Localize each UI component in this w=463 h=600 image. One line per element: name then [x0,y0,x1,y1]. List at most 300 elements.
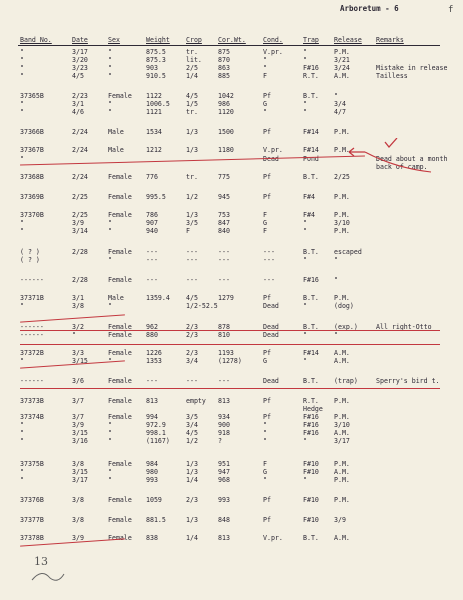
cell-sex: Female [108,397,132,405]
cell-sex: " [108,227,112,235]
cell-cond: Pf [263,413,271,421]
col-trap: Trap [303,36,319,44]
cell-corwt: 951 [218,460,230,468]
cell-trap: B.T. [303,92,319,100]
cell-release: 4/7 [334,108,346,116]
cell-weight: 972.9 [146,421,166,429]
cell-trap: B.T. [303,377,319,385]
cell-release: (trap) [334,377,358,385]
cell-cond: Pf [263,349,271,357]
cell-release: escaped [334,248,362,256]
cell-trap: " [303,256,307,264]
cell-cond: Dead [263,302,279,310]
cell-weight: 786 [146,211,158,219]
cell-weight: --- [146,256,158,264]
cell-weight: 1121 [146,108,162,116]
cell-corwt: 863 [218,64,230,72]
cell-sex: Male [108,128,124,136]
cell-date: 4/6 [72,108,84,116]
red-strike-line [20,314,125,322]
cell-weight: 910.5 [146,72,166,80]
cell-release: P.M. [334,48,350,56]
cell-date: 3/8 [72,516,84,524]
cell-trap: F#10 [303,516,319,524]
cell-weight: 1212 [146,146,162,154]
cell-corwt: 1500 [218,128,234,136]
cell-trap: Pond [303,155,319,163]
cell-cond: --- [263,276,275,284]
cell-date: 2/23 [72,92,88,100]
cell-cond: F [263,227,267,235]
cell-weight: --- [146,248,158,256]
cell-release: A.M. [334,534,350,542]
cell-release: P.M. [334,294,350,302]
cell-weight: 1059 [146,496,162,504]
cell-cond: --- [263,248,275,256]
cell-weight: 1353 [146,357,162,365]
cell-band: ------ [20,323,44,331]
cell-crop: 1/4 [186,534,198,542]
cell-trap: " [303,227,307,235]
cell-release: A.M. [334,349,350,357]
cell-band: ------ [20,377,44,385]
page-mark: f [448,5,454,15]
cell-corwt: 934 [218,413,230,421]
cell-band: 37366B [20,128,44,136]
cell-band: 37367B [20,146,44,154]
cell-cond: F [263,211,267,219]
cell-corwt: 1120 [218,108,234,116]
cell-band: " [20,302,24,310]
cell-crop: 3/5 [186,219,198,227]
cell-trap: " [303,108,307,116]
cell-release: 3/21 [334,56,350,64]
cell-cond: " [263,429,267,437]
cell-weight: 880 [146,331,158,339]
cell-date: 3/23 [72,64,88,72]
cell-band: " [20,357,24,365]
cell-sex: " [108,100,112,108]
cell-band: " [20,476,24,484]
cell-cond: " [263,476,267,484]
cell-release: P.M. [334,496,350,504]
cell-date: 2/24 [72,173,88,181]
cell-cond: Dead [263,331,279,339]
cell-sex: " [108,476,112,484]
cell-sex: " [108,56,112,64]
cell-crop: 3/4 [186,421,198,429]
cell-release: 3/10 [334,219,350,227]
cell-weight: (1167) [146,437,170,445]
cell-cond: " [263,56,267,64]
cell-weight: 881.5 [146,516,166,524]
cell-corwt: 945 [218,193,230,201]
cell-corwt: 1042 [218,92,234,100]
cell-trap: " [303,331,307,339]
cell-trap: F#16 [303,64,319,72]
cell-weight: 940 [146,227,158,235]
cell-band: " [20,219,24,227]
cell-trap: F#10 [303,460,319,468]
cell-trap: B.T. [303,294,319,302]
cell-trap: F#14 [303,128,319,136]
cell-band: " [20,48,24,56]
header-rule [18,45,440,46]
cell-release: (exp.) [334,323,358,331]
cell-date: 3/17 [72,48,88,56]
cell-sex: Female [108,92,132,100]
cell-corwt: (1278) [218,357,242,365]
cell-remarks: Tailless [376,72,408,80]
cell-trap: F#10 [303,468,319,476]
cell-band: " [20,100,24,108]
cell-band: 37375B [20,460,44,468]
cell-sex: Male [108,294,124,302]
cell-cond: G [263,219,267,227]
col-date: Date [72,36,88,44]
cell-band: " [20,468,24,476]
cell-crop: tr. [186,173,198,181]
cell-date: 2/25 [72,211,88,219]
cell-trap: F#4 [303,193,315,201]
cell-date: " [72,331,76,339]
cell-release: P.M. [334,397,350,405]
cell-remarks: Sperry's bird t. [376,377,440,385]
col-sex: Sex [108,36,120,44]
cell-corwt: 848 [218,516,230,524]
cell-date: 2/28 [72,248,88,256]
cell-trap: F#4 [303,211,315,219]
cell-cond: V.pr. [263,48,283,56]
col-weight: Weight [146,36,170,44]
cell-weight: 995.5 [146,193,166,201]
cell-weight: 1226 [146,349,162,357]
cell-sex: Female [108,173,132,181]
cell-release: 3/17 [334,437,350,445]
cell-cond: Pf [263,516,271,524]
cell-band: 37374B [20,413,44,421]
cell-cond: Pf [263,397,271,405]
cell-corwt: 993 [218,496,230,504]
red-arrow-annotation [345,138,435,178]
cell-date: 3/15 [72,429,88,437]
col-cond: Cond. [263,36,283,44]
cell-release: P.M. [334,227,350,235]
cell-release: " [334,331,338,339]
cell-cond: F [263,460,267,468]
cell-date: 3/8 [72,460,84,468]
cell-corwt: 875 [218,48,230,56]
cell-sex: " [108,48,112,56]
cell-date: 3/17 [72,476,88,484]
cell-release: P.M. [334,460,350,468]
cell-band: 37365B [20,92,44,100]
cell-weight: 1006.5 [146,100,170,108]
cell-release: A.M. [334,429,350,437]
cell-trap: " [303,56,307,64]
cell-release: P.M. [334,128,350,136]
cell-release: 2/25 [334,173,350,181]
cell-release: " [334,276,338,284]
cell-remarks: Mistake in release [376,64,448,72]
cell-crop: F [186,227,190,235]
cell-crop: 4/5 [186,429,198,437]
cell-sex: Male [108,146,124,154]
cell-sex: Female [108,323,132,331]
cell-trap: R.T. [303,72,319,80]
cell-cond: G [263,468,267,476]
cell-weight: 875.5 [146,48,166,56]
cell-weight: 813 [146,397,158,405]
cell-sex: Female [108,248,132,256]
cell-release: 3/10 [334,421,350,429]
cell-date: 3/1 [72,294,84,302]
cell-band: " [20,429,24,437]
cell-trap: Hedge [303,405,323,413]
cell-corwt: 878 [218,323,230,331]
cell-sex: Female [108,496,132,504]
cell-crop: 1/4 [186,476,198,484]
cell-corwt: 775 [218,173,230,181]
cell-sex: Female [108,193,132,201]
cell-date: 3/14 [72,227,88,235]
cell-cond: G [263,100,267,108]
cell-corwt: 813 [218,397,230,405]
cell-weight: 875.3 [146,56,166,64]
cell-release: " [334,92,338,100]
cell-trap: B.T. [303,173,319,181]
cell-release: A.M. [334,357,350,365]
cell-weight: 993 [146,476,158,484]
cell-date: 3/9 [72,421,84,429]
cell-date: 3/9 [72,534,84,542]
cell-sex: " [108,468,112,476]
cell-cond: Pf [263,294,271,302]
cell-crop: 1/3 [186,468,198,476]
cell-release: 3/4 [334,100,346,108]
cell-trap: F#10 [303,496,319,504]
cell-crop: empty [186,397,206,405]
cell-cond: Pf [263,92,271,100]
cell-band: " [20,227,24,235]
cell-trap: F#14 [303,349,319,357]
cell-band: " [20,437,24,445]
cell-band: 37370B [20,211,44,219]
cell-trap: " [303,357,307,365]
cell-cond: Dead [263,377,279,385]
cell-crop: --- [186,248,198,256]
cell-weight: 1122 [146,92,162,100]
cell-date: 2/24 [72,146,88,154]
cell-date: 3/7 [72,397,84,405]
cell-date: 4/5 [72,72,84,80]
cell-trap: F#16 [303,429,319,437]
cell-release: A.M. [334,468,350,476]
cell-sex: " [108,421,112,429]
cell-band: ------ [20,276,44,284]
cell-band: 37371B [20,294,44,302]
cell-cond: F [263,72,267,80]
cell-sex: Female [108,460,132,468]
cell-crop: --- [186,256,198,264]
pencil-scribble [28,566,68,586]
cell-sex: " [108,72,112,80]
cell-crop: tr. [186,48,198,56]
cell-corwt: 900 [218,421,230,429]
cell-corwt: 1180 [218,146,234,154]
cell-date: 2/24 [72,128,88,136]
cell-weight: 838 [146,534,158,542]
cell-corwt: --- [218,377,230,385]
cell-trap: " [303,437,307,445]
cell-release: P.M. [334,146,350,154]
cell-sex: Female [108,349,132,357]
cell-band: ( ? ) [20,256,40,264]
cell-corwt: 870 [218,56,230,64]
cell-cond: " [263,437,267,445]
cell-band: ( ? ) [20,248,40,256]
cell-crop: lit. [186,56,202,64]
cell-band: ------ [20,331,44,339]
cell-trap: B.T. [303,323,319,331]
cell-sex: " [108,108,112,116]
cell-band: " [20,108,24,116]
cell-band: " [20,155,24,163]
cell-corwt: 813 [218,534,230,542]
cell-crop: 1/3 [186,460,198,468]
cell-release: P.M. [334,413,350,421]
cell-corwt: 947 [218,468,230,476]
cell-release: (dog) [334,302,354,310]
cell-band: 37369B [20,193,44,201]
cell-corwt: 840 [218,227,230,235]
cell-sex: Female [108,413,132,421]
cell-date: 3/3 [72,349,84,357]
cell-weight: 998.1 [146,429,166,437]
cell-trap: F#16 [303,413,319,421]
cell-crop: --- [186,377,198,385]
cell-date: 2/25 [72,193,88,201]
cell-release: P.M. [334,476,350,484]
cell-crop: 1/4 [186,72,198,80]
cell-release: A.M. [334,72,350,80]
cell-date: 3/8 [72,496,84,504]
cell-corwt: 1193 [218,349,234,357]
cell-crop: 4/5 [186,294,198,302]
cell-weight: 903 [146,64,158,72]
cell-date: 3/15 [72,468,88,476]
cell-crop: 1/3 [186,146,198,154]
cell-cond: --- [263,256,275,264]
cell-cond: Dead [263,155,279,163]
cell-corwt: 986 [218,100,230,108]
cell-trap: F#16 [303,276,319,284]
cell-band: " [20,56,24,64]
cell-sex: " [108,429,112,437]
cell-weight: 962 [146,323,158,331]
cell-band: 37376B [20,496,44,504]
cell-date: 3/2 [72,323,84,331]
cell-band: " [20,421,24,429]
cell-date: 3/15 [72,357,88,365]
cell-band: 37377B [20,516,44,524]
cell-crop: 1/5 [186,100,198,108]
cell-crop: 1/2 [186,193,198,201]
cell-band: 37378B [20,534,44,542]
col-corwt: Cor.Wt. [218,36,246,44]
cell-crop: 3/5 [186,413,198,421]
cell-crop: 3/4 [186,357,198,365]
cell-release: P.M. [334,193,350,201]
cell-sex: " [108,64,112,72]
cell-trap: " [303,302,307,310]
cell-sex: " [108,256,112,264]
cell-cond: Dead [263,323,279,331]
cell-corwt: 810 [218,331,230,339]
cell-crop: 1/3 [186,211,198,219]
cell-corwt: --- [218,248,230,256]
cell-date: 3/9 [72,219,84,227]
cell-band: 37373B [20,397,44,405]
cell-weight: 907 [146,219,158,227]
cell-weight: 980 [146,468,158,476]
cell-sex: Female [108,516,132,524]
cell-date: 2/28 [72,276,88,284]
col-band: Band No. [20,36,52,44]
red-strike-line [20,388,440,389]
cell-sex: " [108,437,112,445]
col-release: Release [334,36,362,44]
cell-crop: 2/3 [186,349,198,357]
col-remarks: Remarks [376,36,404,44]
cell-trap: " [303,100,307,108]
cell-band: " [20,72,24,80]
cell-weight: 776 [146,173,158,181]
cell-corwt: 885 [218,72,230,80]
cell-cond: Pf [263,496,271,504]
cell-weight: 994 [146,413,158,421]
cell-sex: Female [108,211,132,219]
cell-cond: Pf [263,128,271,136]
cell-corwt: 918 [218,429,230,437]
cell-date: 3/8 [72,302,84,310]
cell-crop: --- [186,276,198,284]
cell-crop: 4/5 [186,92,198,100]
cell-crop: 2/5 [186,64,198,72]
cell-sex: Female [108,331,132,339]
cell-weight: 1534 [146,128,162,136]
handwritten-footer: 13 [34,555,48,568]
cell-corwt: --- [218,256,230,264]
cell-cond: " [263,421,267,429]
cell-sex: Female [108,377,132,385]
cell-band: " [20,64,24,72]
cell-cond: " [263,64,267,72]
cell-cond: Pf [263,193,271,201]
page-title: Arboretum - 6 [340,4,399,13]
cell-corwt: 968 [218,476,230,484]
cell-corwt: 753 [218,211,230,219]
cell-cond: V.pr. [263,534,283,542]
cell-crop: 2/3 [186,496,198,504]
cell-trap: B.T. [303,248,319,256]
red-strike-line [20,344,440,345]
cell-trap: R.T. [303,397,319,405]
cell-trap: F#14 [303,146,319,154]
cell-date: 3/7 [72,413,84,421]
cell-cond: G [263,357,267,365]
col-crop: Crop [186,36,202,44]
